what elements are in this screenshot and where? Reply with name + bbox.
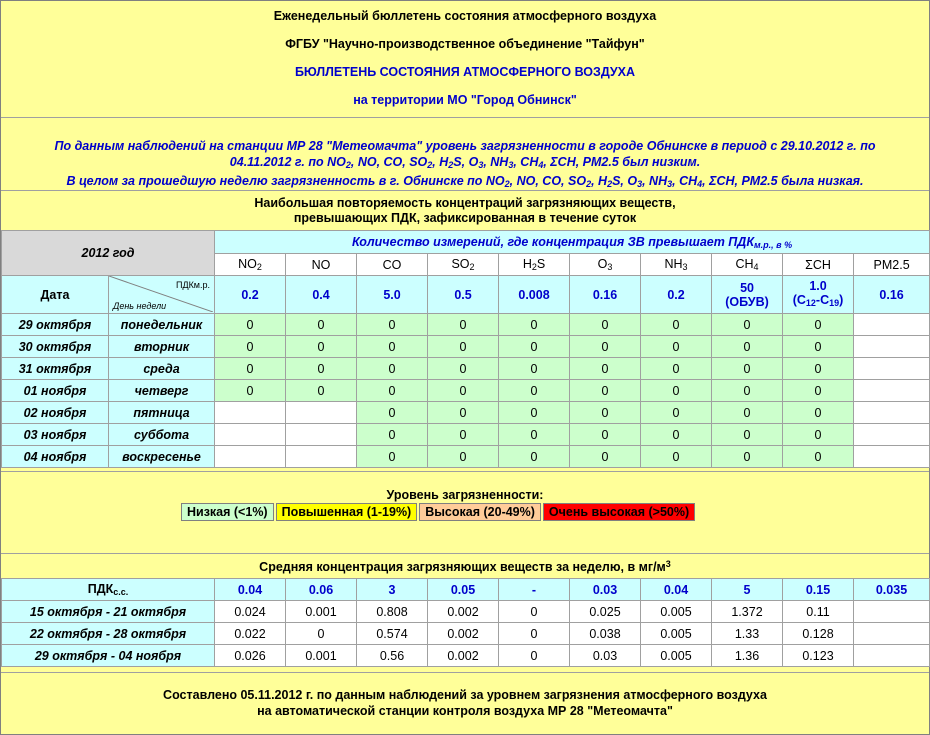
pdk-ss-text: ПДК xyxy=(87,582,114,596)
value-cell: 0 xyxy=(712,336,783,358)
summary-text: В целом за прошедшую неделю загрязненность в г. Обнинске по NO xyxy=(66,174,505,188)
col-o3: $O_3$ xyxy=(570,254,641,276)
divider xyxy=(1,672,929,673)
legend-item: Низкая (<1%) xyxy=(181,503,274,521)
pdk-value-ch4 xyxy=(712,276,783,314)
weekly-row xyxy=(2,645,930,667)
pdk-value-sch xyxy=(783,276,854,314)
value-cell: 0 xyxy=(428,336,499,358)
date-header: Дата xyxy=(2,276,109,314)
col-co: CO xyxy=(357,254,428,276)
avg-value-cell: 0.024 xyxy=(215,601,286,623)
year-cell: 2012 год xyxy=(2,231,215,276)
value-cell: 0 xyxy=(570,424,641,446)
section1-title xyxy=(1,196,929,226)
value-cell: 0 xyxy=(641,402,712,424)
avg-value-cell: 0.56 xyxy=(357,645,428,667)
avg-value-cell: 0.001 xyxy=(286,645,357,667)
value-cell: 0 xyxy=(286,358,357,380)
value-cell xyxy=(215,424,286,446)
value-cell: 0 xyxy=(499,380,570,402)
pdk-value: 1.0 xyxy=(809,279,827,293)
value-cell: 0 xyxy=(712,424,783,446)
pdk-value: 0.5 xyxy=(428,276,499,314)
date-cell: 31 октября xyxy=(2,358,109,380)
daily-row xyxy=(2,424,930,446)
avg-value-cell: 0.001 xyxy=(286,601,357,623)
value-cell: 0 xyxy=(641,424,712,446)
col-h2s: $H_2S$ xyxy=(499,254,570,276)
avg-value-cell xyxy=(854,623,930,645)
section1-title-line-2: превышающих ПДК, зафиксированная в течение суток xyxy=(293,211,637,225)
pdk-value: 0.2 xyxy=(641,276,712,314)
value-cell: 0 xyxy=(570,402,641,424)
col-no2: $NO_2$ xyxy=(215,254,286,276)
avg-value-cell: 0 xyxy=(286,623,357,645)
legend-title: Уровень загрязненности: xyxy=(386,488,544,502)
period-cell: 29 октября - 04 ноября xyxy=(2,645,215,667)
avg-value-cell: 1.36 xyxy=(712,645,783,667)
pdk-value: 50 xyxy=(740,280,754,295)
date-cell: 04 ноября xyxy=(2,446,109,468)
avg-value-cell: 0.123 xyxy=(783,645,854,667)
weekday-cell: понедельник xyxy=(109,314,215,336)
pdk-value: 0.16 xyxy=(854,276,930,314)
header-line-1: Еженедельный бюллетень состояния атмосферного воздуха xyxy=(273,9,657,23)
pdk-value: 5.0 xyxy=(357,276,428,314)
daily-body xyxy=(2,314,930,468)
avg-value-cell xyxy=(854,645,930,667)
avg-value-cell: 0.11 xyxy=(783,601,854,623)
avg-value-cell: 0.038 xyxy=(570,623,641,645)
col-nh3: $NH_3$ xyxy=(641,254,712,276)
pdk-ss-value: 0.035 xyxy=(854,579,930,601)
value-cell xyxy=(286,424,357,446)
measure-title-sub: м.р., в % xyxy=(754,239,793,250)
weekday-cell: суббота xyxy=(109,424,215,446)
avg-value-cell: 0.002 xyxy=(428,645,499,667)
summary-text: , CH xyxy=(513,155,539,169)
value-cell xyxy=(215,446,286,468)
daily-row xyxy=(2,358,930,380)
avg-value-cell: 0 xyxy=(499,601,570,623)
value-cell: 0 xyxy=(428,446,499,468)
value-cell: 0 xyxy=(641,446,712,468)
weekday-cell: среда xyxy=(109,358,215,380)
section2-title xyxy=(1,559,929,574)
value-cell: 0 xyxy=(783,446,854,468)
section2-title-text: Средняя концентрация загрязняющих веществ за неделю, в мг/м xyxy=(259,560,666,574)
divider xyxy=(1,190,929,191)
summary-text: , NO, CO, SO xyxy=(350,155,428,169)
pdk-note: (ОБУВ) xyxy=(725,294,769,309)
period-cell: 15 октября - 21 октября xyxy=(2,601,215,623)
value-cell: 0 xyxy=(357,358,428,380)
value-cell: 0 xyxy=(570,336,641,358)
pdk-label: ПДКм.р. xyxy=(176,280,211,290)
summary-text: , ΣCH, PM2.5 была низкая. xyxy=(702,174,864,188)
daily-row xyxy=(2,336,930,358)
pdk-ss-value: - xyxy=(499,579,570,601)
value-cell xyxy=(286,446,357,468)
divider xyxy=(1,471,929,472)
date-cell: 30 октября xyxy=(2,336,109,358)
avg-value-cell: 0.808 xyxy=(357,601,428,623)
value-cell: 0 xyxy=(428,424,499,446)
pdk-value: 0.4 xyxy=(286,276,357,314)
footer-line-2: на автоматической станции контроля воздуха МР 28 "Метеомачта" xyxy=(257,704,673,718)
col-pm25: PM2.5 xyxy=(854,254,930,276)
pdk-ss-value: 0.04 xyxy=(215,579,286,601)
value-cell: 0 xyxy=(783,358,854,380)
pdk-note: $(C_{12}-C_{19})$ xyxy=(792,293,844,308)
value-cell xyxy=(854,314,930,336)
avg-value-cell: 0.022 xyxy=(215,623,286,645)
col-so2: $SO_2$ xyxy=(428,254,499,276)
value-cell: 0 xyxy=(428,402,499,424)
value-cell: 0 xyxy=(712,446,783,468)
avg-value-cell: 0.005 xyxy=(641,645,712,667)
value-cell: 0 xyxy=(570,314,641,336)
value-cell: 0 xyxy=(286,380,357,402)
footer-line-1: Составлено 05.11.2012 г. по данным наблюдений за уровнем загрязнения атмосферного воздуха xyxy=(163,688,767,702)
value-cell xyxy=(854,424,930,446)
weekday-cell: воскресенье xyxy=(109,446,215,468)
value-cell xyxy=(854,402,930,424)
summary-line-3: В целом за прошедшую неделю загрязненность в г. Обнинске по $NO_2$, NO, CO, $SO_2$, $H_2S$, $O_3$, $NH_3$, $CH_4$, ΣCH, PM2.5 была низкая. xyxy=(66,174,864,189)
value-cell: 0 xyxy=(712,358,783,380)
value-cell: 0 xyxy=(215,380,286,402)
value-cell: 0 xyxy=(215,336,286,358)
avg-value-cell xyxy=(854,601,930,623)
value-cell: 0 xyxy=(428,380,499,402)
value-cell: 0 xyxy=(641,336,712,358)
pdk-ss-value: 0.06 xyxy=(286,579,357,601)
avg-value-cell: 0.002 xyxy=(428,623,499,645)
value-cell: 0 xyxy=(215,314,286,336)
value-cell xyxy=(215,402,286,424)
value-cell xyxy=(854,380,930,402)
legend-item: Высокая (20-49%) xyxy=(419,503,541,521)
value-cell: 0 xyxy=(286,336,357,358)
summary-text: , ΣCH, PM2.5 был низким. xyxy=(543,155,701,169)
pdk-weekday-header xyxy=(109,276,215,314)
value-cell: 0 xyxy=(783,402,854,424)
pdk-ss-value: 0.04 xyxy=(641,579,712,601)
value-cell: 0 xyxy=(357,336,428,358)
footer xyxy=(1,687,929,719)
avg-value-cell: 0.005 xyxy=(641,623,712,645)
value-cell: 0 xyxy=(641,380,712,402)
value-cell: 0 xyxy=(570,446,641,468)
col-ch4: $CH_4$ xyxy=(712,254,783,276)
value-cell: 0 xyxy=(357,314,428,336)
measure-title-text: Количество измерений, где концентрация ЗВ превышает ПДК xyxy=(352,234,755,249)
daily-row xyxy=(2,380,930,402)
summary-line-1: По данным наблюдений на станции МР 28 "Метеомачта" уровень загрязненности в городе Обнинске в период с 29.10.2012 г. по xyxy=(54,139,876,153)
value-cell: 0 xyxy=(499,424,570,446)
pdk-value: 0.2 xyxy=(215,276,286,314)
daily-row xyxy=(2,446,930,468)
header-line-2: ФГБУ "Научно-производственное объединение "Тайфун" xyxy=(285,37,645,51)
avg-value-cell: 0 xyxy=(499,623,570,645)
col-sch: ΣCH xyxy=(783,254,854,276)
avg-value-cell: 0.025 xyxy=(570,601,641,623)
avg-value-cell: 1.372 xyxy=(712,601,783,623)
weekly-avg-table xyxy=(1,578,930,667)
weekday-cell: пятница xyxy=(109,402,215,424)
daily-row xyxy=(2,314,930,336)
weekday-label: День недели xyxy=(113,301,167,311)
divider xyxy=(1,553,929,554)
value-cell: 0 xyxy=(783,424,854,446)
header-line-4: на территории МО "Город Обнинск" xyxy=(353,93,577,107)
value-cell: 0 xyxy=(570,358,641,380)
value-cell: 0 xyxy=(499,358,570,380)
value-cell: 0 xyxy=(428,358,499,380)
value-cell: 0 xyxy=(570,380,641,402)
value-cell: 0 xyxy=(783,336,854,358)
value-cell: 0 xyxy=(712,402,783,424)
value-cell: 0 xyxy=(286,314,357,336)
summary-text: , CH xyxy=(672,174,698,188)
header-line-3: БЮЛЛЕТЕНЬ СОСТОЯНИЯ АТМОСФЕРНОГО ВОЗДУХА xyxy=(294,65,636,79)
weekly-body xyxy=(2,601,930,667)
value-cell xyxy=(854,336,930,358)
pdk-ss-value: 0.05 xyxy=(428,579,499,601)
measure-title xyxy=(215,231,930,254)
value-cell: 0 xyxy=(499,336,570,358)
avg-value-cell: 0.03 xyxy=(570,645,641,667)
summary xyxy=(1,138,929,192)
pdk-ss-value: 0.15 xyxy=(783,579,854,601)
period-cell: 22 октября - 28 октября xyxy=(2,623,215,645)
value-cell: 0 xyxy=(499,446,570,468)
weekly-row xyxy=(2,623,930,645)
value-cell: 0 xyxy=(783,314,854,336)
weekday-cell: вторник xyxy=(109,336,215,358)
date-cell: 03 ноября xyxy=(2,424,109,446)
legend-item: Очень высокая (>50%) xyxy=(543,503,695,521)
value-cell: 0 xyxy=(357,380,428,402)
value-cell: 0 xyxy=(499,314,570,336)
value-cell: 0 xyxy=(712,380,783,402)
avg-value-cell: 1.33 xyxy=(712,623,783,645)
value-cell: 0 xyxy=(215,358,286,380)
date-cell: 02 ноября xyxy=(2,402,109,424)
pdk-value: 0.008 xyxy=(499,276,570,314)
date-cell: 29 октября xyxy=(2,314,109,336)
daily-exceedance-table xyxy=(1,230,930,468)
daily-row xyxy=(2,402,930,424)
pdk-ss-value: 0.03 xyxy=(570,579,641,601)
value-cell: 0 xyxy=(428,314,499,336)
value-cell: 0 xyxy=(783,380,854,402)
divider xyxy=(1,117,929,118)
section1-title-line-1: Наибольшая повторяемость концентраций загрязняющих веществ, xyxy=(254,196,676,210)
pdk-ss-sub: с.с. xyxy=(113,587,129,597)
date-cell: 01 ноября xyxy=(2,380,109,402)
avg-value-cell: 0.026 xyxy=(215,645,286,667)
pdk-ss-value: 5 xyxy=(712,579,783,601)
pdk-ss-label xyxy=(2,579,215,601)
value-cell: 0 xyxy=(357,402,428,424)
weekly-row xyxy=(2,601,930,623)
summary-text: 04.11.2012 г. по NO xyxy=(229,155,346,169)
value-cell xyxy=(854,446,930,468)
summary-line-2: 04.11.2012 г. по $NO_2$, NO, CO, $SO_2$, $H_2S$, $O_3$, $NH_3$, $CH_4$, ΣCH, PM2.5 был низким. xyxy=(229,155,701,170)
avg-value-cell: 0 xyxy=(499,645,570,667)
value-cell: 0 xyxy=(499,402,570,424)
avg-value-cell: 0.574 xyxy=(357,623,428,645)
section2-title-sup: 3 xyxy=(665,559,671,569)
value-cell xyxy=(286,402,357,424)
value-cell: 0 xyxy=(641,358,712,380)
pdk-value: 0.16 xyxy=(570,276,641,314)
value-cell: 0 xyxy=(357,446,428,468)
avg-value-cell: 0.005 xyxy=(641,601,712,623)
value-cell: 0 xyxy=(357,424,428,446)
avg-value-cell: 0.002 xyxy=(428,601,499,623)
col-no: NO xyxy=(286,254,357,276)
pdk-ss-value: 3 xyxy=(357,579,428,601)
value-cell xyxy=(854,358,930,380)
avg-value-cell: 0.128 xyxy=(783,623,854,645)
value-cell: 0 xyxy=(712,314,783,336)
weekday-cell: четверг xyxy=(109,380,215,402)
value-cell: 0 xyxy=(641,314,712,336)
legend xyxy=(181,503,697,521)
legend-item: Повышенная (1-19%) xyxy=(276,503,418,521)
